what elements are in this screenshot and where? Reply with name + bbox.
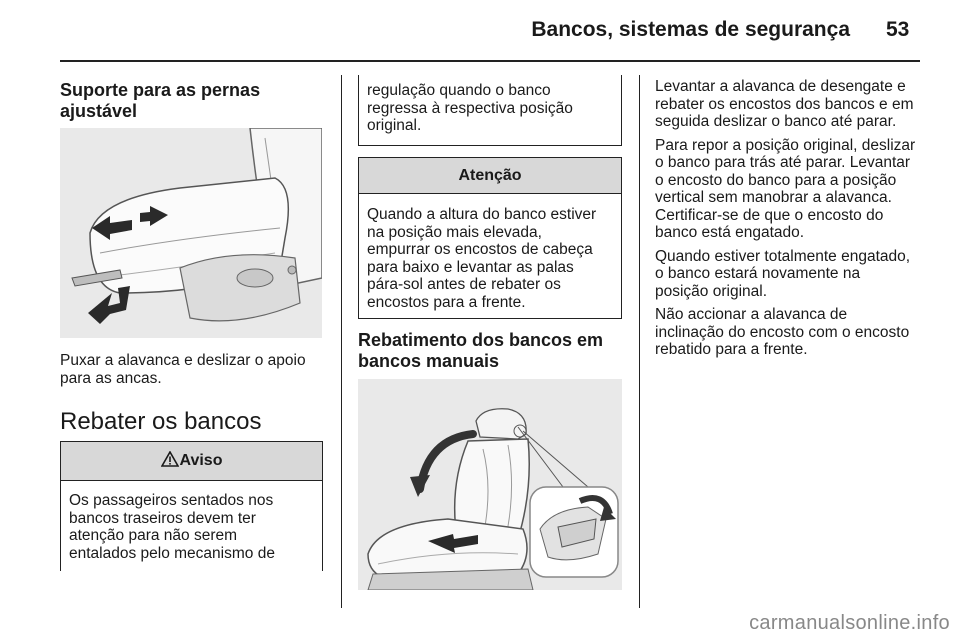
warning-box-header bbox=[61, 442, 322, 481]
column-divider bbox=[341, 75, 342, 608]
warning-box bbox=[60, 441, 323, 571]
header-divider bbox=[60, 60, 920, 62]
page-number: 53 bbox=[886, 18, 910, 41]
section-heading-manual-seats: Rebatimento dos bancos em bancos manuais bbox=[358, 330, 604, 371]
paragraph: Não accionar a alavanca de inclinação do encosto com o encosto rebatido para a frente. bbox=[655, 306, 910, 358]
attention-box bbox=[358, 157, 622, 319]
paragraph: Para repor a posição original, deslizar o banco para trás até parar. Levantar o encosto do banco para a posição vertical sem manobrar a alavanca. Certificar-se de que o encosto do banco está engatado. bbox=[655, 136, 916, 241]
page-header-title: Bancos, sistemas de segurança bbox=[531, 18, 850, 41]
leg-support-illustration bbox=[60, 128, 322, 338]
attention-title: Atenção bbox=[359, 158, 621, 194]
warning-text: Os passageiros sentados nos bancos traseiros devem ter atenção para não serem entalados pelo mecanismo de bbox=[69, 492, 275, 562]
leg-support-caption: Puxar a alavanca e deslizar o apoio para as ancas. bbox=[60, 352, 306, 387]
section-heading-folding-seats: Rebater os bancos bbox=[60, 408, 262, 435]
seat-folding-illustration bbox=[358, 379, 622, 590]
paragraph: Levantar a alavanca de desengate e rebater os encostos dos bancos e em seguida deslizar o banco até parar. bbox=[655, 78, 914, 130]
column-divider bbox=[639, 75, 640, 608]
attention-text: Quando a altura do banco estiver na posição mais elevada, empurrar os encostos de cabeça para baixo e levantar as palas pára-sol antes de rebater os encostos para a frente. bbox=[367, 206, 597, 311]
warning-box-continuation: regulação quando o banco regressa à respectiva posição original. bbox=[358, 75, 622, 146]
section-heading-leg-support: Suporte para as pernas ajustável bbox=[60, 80, 261, 121]
warning-title: Aviso bbox=[179, 452, 223, 469]
warning-triangle-icon bbox=[161, 451, 179, 467]
folding-instructions bbox=[655, 78, 925, 359]
paragraph: Quando estiver totalmente engatado, o banco estará novamente na posição original. bbox=[655, 247, 911, 300]
watermark-link[interactable]: carmanualsonline.info bbox=[749, 612, 950, 634]
